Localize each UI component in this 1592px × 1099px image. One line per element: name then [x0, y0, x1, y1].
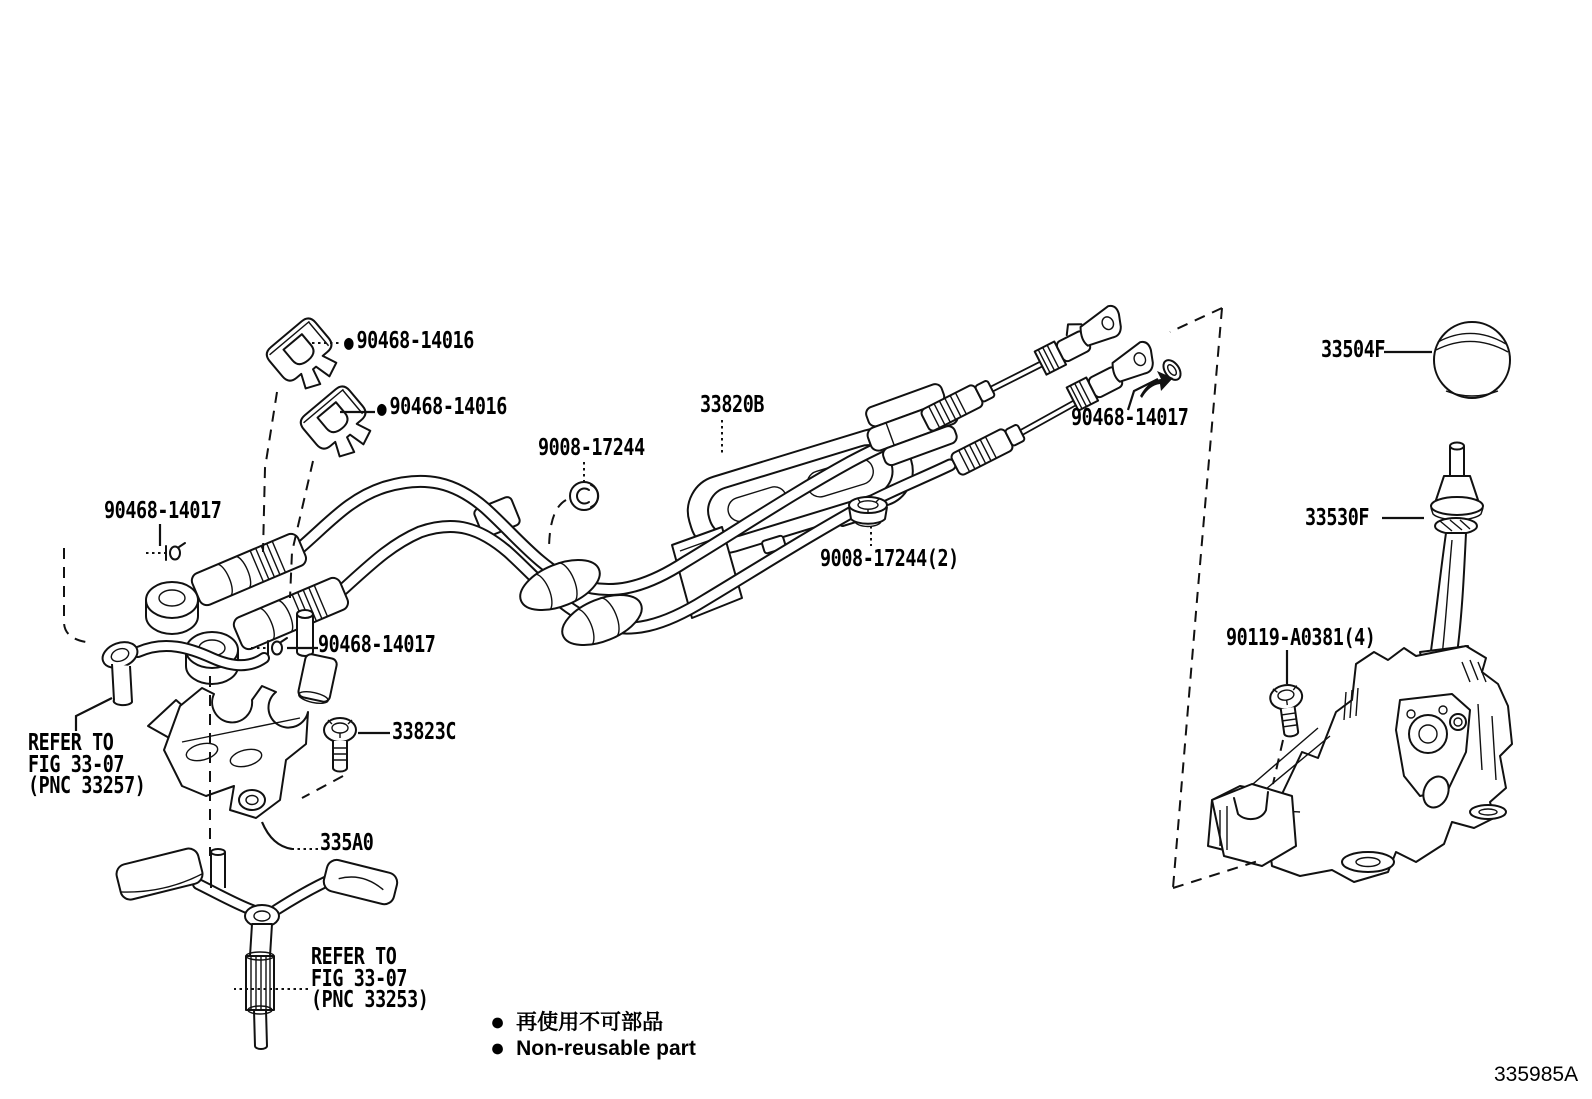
refer-line: (PNC 33253): [311, 987, 429, 1013]
refer-line: (PNC 33257): [28, 773, 146, 799]
part-number: 33504F: [1321, 337, 1386, 363]
part-number: 90468-14016: [389, 394, 507, 420]
part-label-33823c: [392, 721, 456, 744]
leader-lines: [76, 343, 1432, 992]
cable-end-eye: [146, 582, 198, 634]
part-label-9008-17244-x2: [820, 548, 959, 571]
part-number: 90119-A0381(4): [1226, 625, 1376, 651]
legend-text-jp: 再使用不可部品: [516, 1010, 664, 1034]
non-reusable-dot: ●: [490, 1008, 506, 1036]
part-number: 33530F: [1305, 505, 1370, 531]
cable-adjuster: [950, 421, 1027, 476]
bracket-335a0-drawing: [148, 686, 308, 818]
clip-drawing-lower: [297, 383, 382, 468]
nut-9008-drawing-a: [570, 482, 598, 510]
part-label-33820b: [700, 394, 764, 417]
part-number: 33823C: [392, 719, 457, 745]
pin-icon-left: [146, 543, 185, 560]
shift-knob-drawing: [1434, 322, 1510, 398]
part-number: 90468-14017: [318, 632, 436, 658]
part-number: 90468-14017: [1071, 405, 1189, 431]
bolt-90119-drawing: [1269, 683, 1308, 738]
part-label-90468-14016-lower: [377, 396, 507, 419]
refer-line: REFER TO: [28, 730, 114, 756]
part-label-335a0: [320, 832, 373, 855]
part-number: 33820B: [700, 392, 765, 418]
legend-non-reusable-jp: [490, 1008, 664, 1036]
non-reusable-dot: ●: [490, 1034, 506, 1062]
refer-line: REFER TO: [311, 944, 397, 970]
part-label-90468-14017-right: [1071, 407, 1188, 430]
legend-text-en: Non-reusable part: [516, 1036, 696, 1060]
non-reusable-dot: ●: [344, 329, 354, 354]
drawing-number: 335985A: [1494, 1063, 1579, 1086]
part-number: 90468-14016: [356, 328, 474, 354]
part-label-9008-17244: [538, 437, 645, 460]
non-reusable-dot: ●: [377, 395, 387, 420]
part-number: 335A0: [320, 830, 374, 856]
bolt-33823c-drawing: [324, 718, 356, 772]
shifter-housing-drawing: [1208, 646, 1512, 882]
part-label-90468-14017-mid: [318, 634, 435, 657]
control-shaft-lever-drawing: [99, 610, 338, 706]
part-number: 90468-14017: [104, 498, 222, 524]
refer-note-pnc-33257: [28, 730, 146, 799]
part-number: 9008-17244(2): [820, 546, 959, 572]
part-label-33504f: [1321, 339, 1385, 362]
part-label-33530f: [1305, 507, 1369, 530]
part-label-90119-a0381: [1226, 627, 1376, 650]
part-label-90468-14017-left: [104, 500, 221, 523]
refer-line: FIG 33-07: [311, 965, 408, 992]
nut-9008-drawing-b: [849, 497, 887, 527]
legend-non-reusable-en: [490, 1034, 696, 1062]
part-label-90468-14016-upper: [344, 330, 474, 353]
refer-note-pnc-33253: [311, 944, 429, 1013]
clip-drawing-upper: [263, 315, 348, 400]
part-number: 9008-17244: [538, 435, 645, 461]
refer-line: FIG 33-07: [28, 751, 125, 778]
